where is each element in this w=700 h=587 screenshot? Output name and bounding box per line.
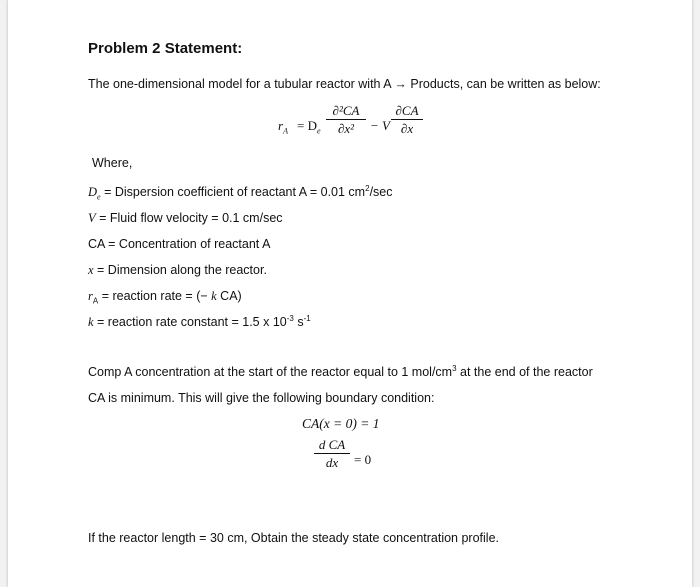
definition-dimension: x = Dimension along the reactor. — [88, 263, 267, 277]
equals-de: = D — [297, 118, 317, 133]
definition-rate-constant: k = reaction rate constant = 1.5 x $10^{-3}$ $s^{-1}$ — [88, 313, 311, 329]
document-page: Problem 2 Statement: The one-dimensional model for a tubular reactor with A → Products, can be written as below: $r_A$ = $D_e$ ∂²CA ∂x² − V ∂CA ∂x Where, $D_e$ = Dispersion coefficient of reactant A = 0.01 $cm^2/\sec$ V = Fluid flow velocity = 0.1 cm/sec CA = Concentration of reactant A x = Dimension along the reactor. $r_A$ = reaction rate = (− k CA) k = reaction rate constant = 1.5 x $10^{-3}$ $s^{-1}$ Comp A concentration at the start of the reactor equal to 1 mol/$cm^3$ at the end of the reactor CA is minimum. This will give the following boundary condition: CA(x = 0) = 1 d CA dx = 0 If the reactor length = 30 cm, Obtain the steady state concentration profile. — [8, 0, 692, 587]
fraction-second-derivative: ∂²CA ∂x² — [326, 103, 366, 136]
boundary-text-line1: Comp A concentration at the start of the reactor equal to 1 mol/$cm^3$ at the end of the reactor — [88, 363, 593, 379]
intro-text: The one-dimensional model for a tubular reactor with A → Products, can be written as below: — [88, 77, 601, 91]
boundary-text-line2: CA is minimum. This will give the following boundary condition: — [88, 391, 435, 405]
definition-concentration: CA = Concentration of reactant A — [88, 237, 271, 251]
definition-reaction-rate: $r_A$ = reaction rate = (− k CA) — [88, 289, 242, 306]
problem-title: Problem 2 Statement: — [88, 40, 243, 57]
question-text: If the reactor length = 30 cm, Obtain the steady state concentration profile. — [88, 531, 499, 545]
where-label: Where, — [92, 156, 133, 170]
fraction-first-derivative: ∂CA ∂x — [391, 103, 423, 136]
definition-dispersion: $D_e$ = Dispersion coefficient of reactant A = 0.01 $cm^2/\sec$ — [88, 183, 393, 202]
minus-velocity: − V — [370, 118, 390, 133]
boundary-condition-1: CA(x = 0) = 1 — [302, 416, 380, 431]
definition-velocity: V = Fluid flow velocity = 0.1 cm/sec — [88, 211, 283, 225]
ra-symbol: r — [278, 118, 284, 133]
